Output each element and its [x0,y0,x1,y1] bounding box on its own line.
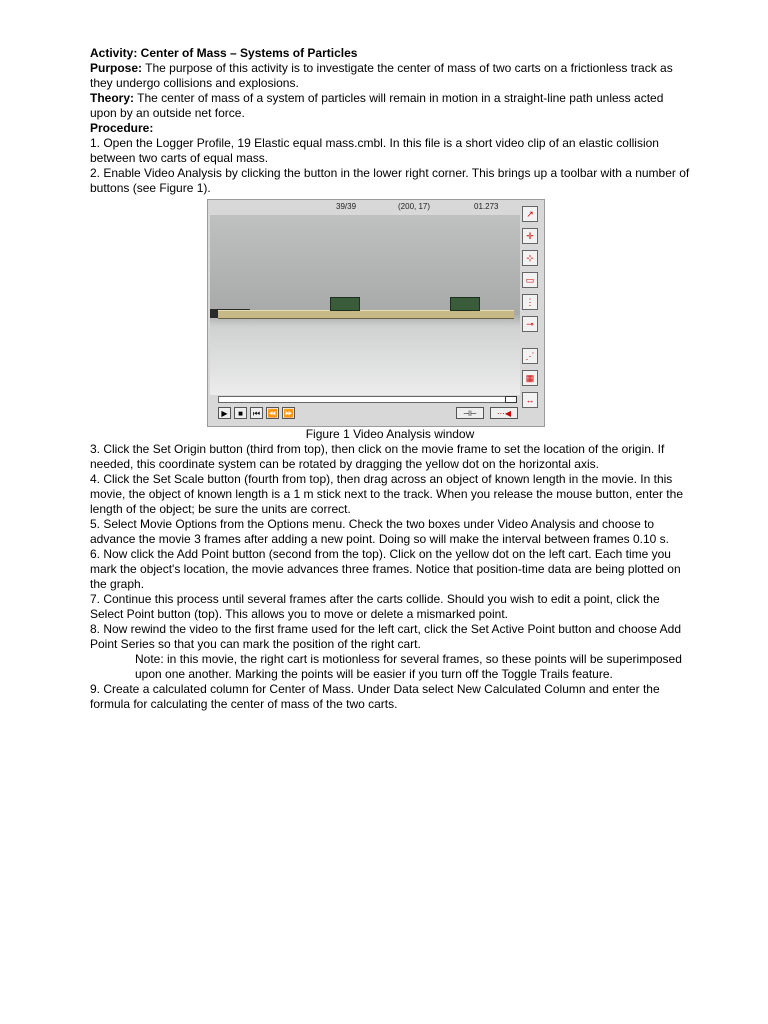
theory-paragraph [90,91,690,121]
step-9: 9. Create a calculated column for Center of Mass. Under Data select New Calculated Column and enter the formula for calculating the center of mass of the two carts. [90,682,660,711]
right-cart [450,297,480,311]
video-analysis-toolbar [520,206,542,418]
play-icon[interactable]: ▶ [218,407,231,419]
video-frame[interactable] [210,215,520,395]
set-origin-icon[interactable]: ⊹ [522,250,538,266]
set-scale-icon[interactable]: ▭ [522,272,538,288]
coordinate-readout: (200, 17) [398,202,431,211]
add-point-icon[interactable]: ✛ [522,228,538,244]
purpose-text: The purpose of this activity is to investigate the center of mass of two carts on a frictionless track as they undergo collisions and explosions. [90,61,673,90]
video-analysis-figure [207,199,545,427]
left-cart [330,297,360,311]
video-header [208,200,518,214]
step-5: 5. Select Movie Options from the Options menu. Check the two boxes under Video Analysis and choose to advance the movie 3 frames after adding a new point. Doing so will make the interval between frames 0.10 s. [90,517,669,546]
procedure-label: Procedure: [90,121,154,135]
theory-label: Theory: [90,91,135,105]
toggle-trails-icon[interactable]: ⋰ [522,348,538,364]
step-8-note: Note: in this movie, the right cart is motionless for several frames, so these points will be superimposed upon one another. Marking the points will be easier if you turn off the Toggle Trails feature. [135,652,682,681]
step-4: 4. Click the Set Scale button (fourth from top), then drag across an object of known length in the movie. In this movie, the object of known length is a 1 m stick next to the track. When you release the mouse button, enter the length of the object; be sure the units are correct. [90,472,683,516]
photo-distance-icon[interactable]: ⋮ [522,294,538,310]
figure-caption: Figure 1 Video Analysis window [305,427,475,441]
step-3: 3. Click the Set Origin button (third from top), then click on the movie frame to set the location of the origin. If needed, this coordinate system can be rotated by dragging the yellow dot on the horizontal axis. [90,442,665,471]
seekbar-thumb[interactable] [505,396,517,403]
step-2: 2. Enable Video Analysis by clicking the button in the lower right corner. This brings up a toolbar with a number of buttons (see Figure 1). [90,166,690,195]
theory-text: The center of mass of a system of particles will remain in motion in a straight-line path unless acted upon by an outside net force. [90,91,664,120]
set-active-point-icon[interactable]: ⊸ [522,316,538,332]
time-readout: 01.273 [474,202,499,211]
scale-bar-icon[interactable]: ↔ [522,392,538,408]
step-forward-icon[interactable]: ⏩ [283,409,294,418]
show-axes-icon[interactable]: ▦ [522,370,538,386]
document-page [90,46,690,712]
first-frame-icon[interactable]: ⏮ [250,407,263,419]
step-1: 1. Open the Logger Profile, 19 Elastic equal mass.cmbl. In this file is a short video clip of an elastic collision between two carts of equal mass. [90,136,659,165]
step-6: 6. Now click the Add Point button (second from the top). Click on the yellow dot on the left cart. Each time you mark the object's location, the movie advances three frames. Notice that position-time data are being plotted on the graph. [90,547,681,591]
purpose-paragraph [90,61,690,91]
activity-title: Activity: Center of Mass – Systems of Particles [90,46,358,60]
step-8: 8. Now rewind the video to the first frame used for the left cart, click the Set Active Point button and choose Add Point Series so that you can mark the position of the right cart. [90,622,681,651]
enable-video-analysis-icon[interactable]: ⋯◀ [490,407,518,419]
frame-counter: 39/39 [336,202,357,211]
purpose-label: Purpose: [90,61,143,75]
stop-icon[interactable]: ■ [234,407,247,419]
trim-icon[interactable]: ⊣⊢ [456,407,484,419]
step-7: 7. Continue this process until several frames after the carts collide. Should you wish to edit a point, click the Select Point button (top). This allows you to move or delete a mismarked point. [90,592,660,621]
select-point-icon[interactable]: ↗ [522,206,538,222]
movie-controls [210,393,520,423]
cart-track [218,310,514,319]
movie-seekbar[interactable] [218,396,516,403]
step-back-icon[interactable]: ⏪ [267,409,278,418]
